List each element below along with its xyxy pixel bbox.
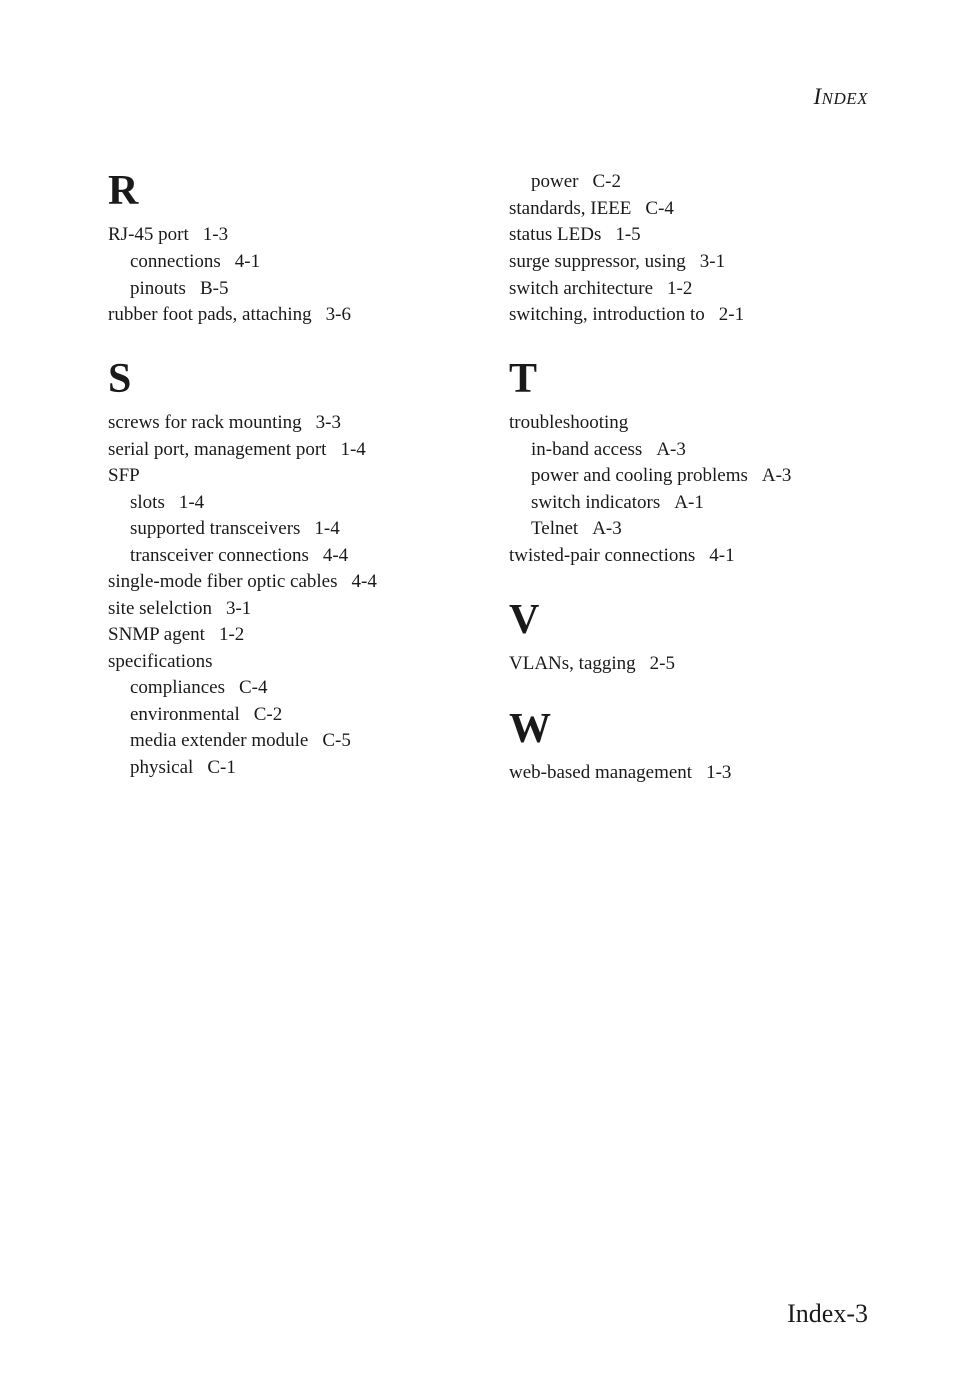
index-entry [108, 652, 212, 671]
entry-page: C-5 [322, 730, 351, 751]
entry-term: Telnet [531, 518, 579, 539]
entry-page: 1-5 [615, 224, 641, 245]
index-entry [509, 305, 744, 324]
entry-term: transceiver connections [130, 545, 309, 566]
entry-term: SNMP agent [108, 624, 205, 645]
index-subentry [130, 546, 348, 565]
index-entry [509, 654, 675, 673]
entry-term: in-band access [531, 439, 643, 460]
entry-page: 1-4 [314, 518, 340, 539]
entry-term: environmental [130, 704, 240, 725]
entry-page: C-2 [253, 704, 283, 725]
entry-term: web-based management [509, 762, 693, 783]
index-entry [108, 305, 351, 324]
entry-page: 1-4 [340, 439, 366, 460]
index-subentry [531, 519, 622, 538]
entry-page: 3-6 [325, 304, 351, 325]
entry-page: 2-1 [718, 304, 745, 325]
entry-page: 3-1 [699, 251, 726, 272]
entry-page: 1-4 [178, 492, 205, 513]
entry-term: site selelction [108, 598, 212, 619]
index-subentry [130, 252, 260, 271]
entry-term: specifications [108, 651, 213, 672]
entry-term: power and cooling problems [531, 465, 748, 486]
index-subentry [130, 758, 236, 777]
index-subentry [130, 731, 351, 750]
entry-page: 2-5 [649, 653, 675, 674]
entry-page: 1-2 [667, 278, 693, 299]
entry-term: standards, IEEE [509, 198, 632, 219]
entry-term: switch indicators [531, 492, 661, 513]
entry-term: compliances [130, 677, 225, 698]
entry-term: pinouts [130, 278, 186, 299]
entry-term: single-mode fiber optic cables [108, 571, 338, 592]
entry-page: 4-1 [234, 251, 261, 272]
index-entry [108, 466, 140, 485]
entry-page: 3-1 [225, 598, 252, 619]
index-subentry [130, 493, 204, 512]
entry-term: troubleshooting [509, 412, 629, 433]
entry-page: A-3 [656, 439, 686, 460]
entry-page: 4-4 [322, 545, 349, 566]
section-letter-w: W [509, 706, 551, 752]
entry-page: 1-2 [218, 624, 245, 645]
entry-term: RJ-45 port [108, 224, 189, 245]
entry-term: surge suppressor, using [509, 251, 686, 272]
entry-term: supported transceivers [130, 518, 301, 539]
index-entry [108, 413, 341, 432]
index-entry [108, 225, 228, 244]
running-head [813, 84, 868, 110]
entry-term: physical [130, 757, 194, 778]
index-entry [509, 546, 735, 565]
entry-page: C-1 [207, 757, 236, 778]
index-subentry [130, 705, 282, 724]
entry-page: 4-1 [709, 545, 735, 566]
index-entry [509, 225, 641, 244]
index-subentry [531, 466, 791, 485]
entry-page: 4-4 [351, 571, 377, 592]
entry-page: C-4 [238, 677, 268, 698]
entry-term: power [531, 171, 579, 192]
entry-page: A-1 [674, 492, 704, 513]
entry-term: serial port, management port [108, 439, 327, 460]
index-entry [108, 625, 244, 644]
entry-term: media extender module [130, 730, 309, 751]
index-entry [509, 199, 674, 218]
entry-term: twisted-pair connections [509, 545, 696, 566]
index-entry [108, 572, 377, 591]
index-entry [108, 440, 366, 459]
section-letter-r: R [108, 168, 139, 214]
entry-term: switching, introduction to [509, 304, 705, 325]
running-head-initial: I [813, 84, 822, 109]
entry-page: A-3 [761, 465, 792, 486]
index-entry [509, 413, 628, 432]
index-subentry [531, 493, 704, 512]
entry-page: 1-3 [706, 762, 732, 783]
index-subentry [531, 440, 686, 459]
section-letter-s: S [108, 356, 132, 402]
index-entry [108, 599, 251, 618]
entry-page: B-5 [199, 278, 229, 299]
entry-page: C-2 [592, 171, 621, 192]
index-subentry [130, 519, 340, 538]
entry-page: 1-3 [202, 224, 229, 245]
entry-term: rubber foot pads, attaching [108, 304, 312, 325]
index-subentry [130, 279, 228, 298]
section-letter-t: T [509, 356, 538, 402]
entry-term: VLANs, tagging [509, 653, 636, 674]
index-subentry [531, 172, 621, 191]
index-entry [509, 279, 692, 298]
entry-term: connections [130, 251, 221, 272]
entry-term: screws for rack mounting [108, 412, 302, 433]
entry-term: SFP [108, 465, 140, 486]
entry-term: status LEDs [509, 224, 602, 245]
entry-page: A-3 [592, 518, 622, 539]
entry-term: slots [130, 492, 165, 513]
section-letter-v: V [509, 597, 540, 643]
page-folio: Index-3 [787, 1299, 868, 1328]
entry-page: C-4 [645, 198, 674, 219]
index-subentry [130, 678, 267, 697]
index-entry [509, 763, 731, 782]
entry-page: 3-3 [315, 412, 341, 433]
running-head-rest: NDEX [821, 89, 868, 108]
entry-term: switch architecture [509, 278, 654, 299]
index-entry [509, 252, 725, 271]
